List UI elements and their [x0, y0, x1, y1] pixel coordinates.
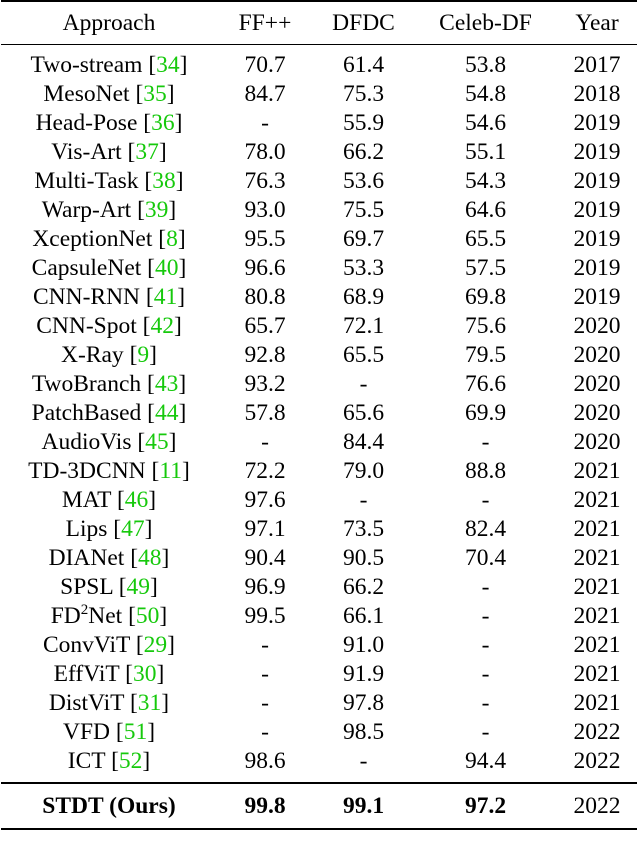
approach-name: X-Ray: [61, 342, 124, 368]
table-row: [1, 689, 637, 718]
approach-cell: Lips [47]: [65, 516, 153, 542]
celeb-df-cell: 94.4: [464, 748, 507, 774]
approach-name: ConvViT: [43, 632, 130, 658]
approach-name: CapsuleNet: [31, 255, 142, 281]
citation-link[interactable]: 45: [145, 429, 169, 455]
year-cell: 2021: [573, 574, 621, 600]
year-cell: 2020: [573, 313, 621, 339]
approach-name: MesoNet: [43, 81, 130, 107]
dfdc-cell: 97.8: [342, 690, 385, 716]
dfdc-cell: 72.1: [342, 313, 385, 339]
approach-name: EffViT: [53, 661, 120, 687]
approach-cell: PatchBased [44]: [31, 400, 187, 426]
header-dfdc: DFDC: [313, 1, 414, 45]
header-ffpp: FF++: [217, 1, 313, 45]
year-cell: 2019: [573, 284, 621, 310]
year-cell: 2019: [573, 226, 621, 252]
dfdc-cell: 79.0: [342, 458, 385, 484]
ffpp-cell: 72.2: [244, 458, 286, 484]
approach-cell: EffViT [30]: [53, 661, 165, 687]
approach-name: ICT: [67, 748, 106, 774]
celeb-df-cell: 54.6: [464, 110, 507, 136]
table-row: [1, 254, 637, 283]
ffpp-cell: 97.6: [244, 487, 286, 513]
table-row: [1, 45, 637, 81]
dfdc-cell: 66.2: [342, 139, 385, 165]
dfdc-cell: 91.9: [342, 661, 385, 687]
citation-link[interactable]: 39: [144, 197, 169, 223]
citation-link[interactable]: 52: [118, 748, 143, 774]
approach-name: TwoBranch: [31, 371, 142, 397]
year-cell: 2022: [573, 748, 621, 774]
ffpp-cell: 92.8: [244, 342, 286, 368]
approach-name: Head-Pose: [35, 110, 138, 136]
approach-name: Warp-Art: [41, 197, 132, 223]
table-row: [1, 573, 637, 602]
results-table: [1, 0, 637, 830]
approach-cell: VFD [51]: [62, 719, 156, 745]
year-cell: 2021: [573, 632, 621, 658]
year-cell: 2019: [573, 197, 621, 223]
citation-link[interactable]: 47: [121, 516, 145, 542]
ffpp-cell: 95.5: [244, 226, 286, 252]
table-row: [1, 718, 637, 747]
year-cell: 2021: [573, 603, 621, 629]
approach-cell: CapsuleNet [40]: [31, 255, 187, 281]
celeb-df-cell: 70.4: [464, 545, 507, 571]
ffpp-cell: 65.7: [244, 313, 286, 339]
ffpp-cell: 97.1: [244, 516, 286, 542]
citation-link[interactable]: 30: [132, 661, 157, 687]
approach-cell: XceptionNet [8]: [32, 226, 186, 252]
approach-name: Vis-Art: [51, 139, 122, 165]
approach-cell: DistViT [31]: [48, 690, 170, 716]
dfdc-cell: -: [359, 748, 368, 774]
approach-name-suffix: Net: [88, 603, 123, 629]
year-cell: 2021: [573, 545, 621, 571]
dfdc-cell: 55.9: [342, 110, 385, 136]
table-row: [1, 747, 637, 783]
celeb-df-cell: 69.9: [464, 400, 507, 426]
table-row: [1, 167, 637, 196]
year-cell: 2022: [573, 719, 621, 745]
celeb-df-cell: 76.6: [464, 371, 507, 397]
citation-link[interactable]: 37: [135, 139, 159, 165]
approach-cell: TwoBranch [43]: [31, 371, 187, 397]
ffpp-cell: 96.6: [244, 255, 286, 281]
table-row: [1, 428, 637, 457]
results-body: [1, 45, 637, 784]
citation-link[interactable]: 44: [155, 400, 179, 426]
approach-name: Two-stream: [30, 52, 143, 78]
approach-cell: X-Ray [9]: [61, 342, 157, 368]
celeb-df-cell: 88.8: [464, 458, 507, 484]
year-cell: 2019: [573, 139, 621, 165]
ffpp-cell: -: [261, 661, 269, 687]
approach-cell: SPSL [49]: [60, 574, 158, 600]
celeb-df-cell: -: [481, 603, 490, 629]
results-table-container: [1, 0, 637, 830]
table-row: [1, 225, 637, 254]
year-cell: 2019: [573, 168, 621, 194]
ffpp-cell: 96.9: [244, 574, 286, 600]
year-cell: 2021: [573, 690, 621, 716]
citation-link[interactable]: 29: [143, 632, 168, 658]
year-cell: 2018: [573, 81, 621, 107]
approach-name: Multi-Task: [34, 168, 139, 194]
ours-dfdc: 99.1: [313, 783, 414, 829]
ffpp-cell: 93.2: [244, 371, 286, 397]
table-row: [1, 602, 637, 631]
celeb-df-cell: 75.6: [464, 313, 507, 339]
dfdc-cell: 73.5: [342, 516, 385, 542]
ffpp-cell: 70.7: [244, 52, 286, 78]
table-row: [1, 544, 637, 573]
citation-link[interactable]: 34: [156, 52, 180, 78]
approach-cell: ICT [52]: [67, 748, 151, 774]
approach-cell: CNN-RNN [41]: [32, 284, 186, 310]
dfdc-cell: -: [359, 371, 368, 397]
citation-link[interactable]: 41: [153, 284, 178, 310]
citation-link[interactable]: 35: [143, 81, 167, 107]
citation-link[interactable]: 48: [138, 545, 162, 571]
approach-cell: Multi-Task [38]: [34, 168, 184, 194]
ffpp-cell: -: [261, 429, 269, 455]
approach-name: FD: [50, 603, 81, 629]
approach-cell: $FD^2Net$ [50]: [50, 602, 168, 629]
dfdc-cell: 90.5: [342, 545, 385, 571]
header-approach: Approach: [1, 1, 217, 45]
table-row: [1, 370, 637, 399]
ours-body: [1, 783, 637, 829]
approach-name: PatchBased: [31, 400, 142, 426]
citation-link[interactable]: 51: [123, 719, 148, 745]
approach-name: VFD: [62, 719, 110, 745]
ffpp-cell: 98.6: [244, 748, 286, 774]
ours-approach: STDT (Ours): [1, 783, 217, 829]
approach-cell: DIANet [48]: [48, 545, 170, 571]
celeb-df-cell: -: [481, 487, 490, 513]
approach-name: MAT: [61, 487, 112, 513]
approach-name: CNN-RNN: [32, 284, 141, 310]
celeb-df-cell: -: [481, 661, 490, 687]
ffpp-cell: 90.4: [244, 545, 286, 571]
dfdc-cell: 66.1: [342, 603, 385, 629]
approach-cell: MAT [46]: [61, 487, 157, 513]
approach-cell: TD-3DCNN [11]: [28, 458, 190, 484]
ours-ffpp: 99.8: [217, 783, 313, 829]
citation-link[interactable]: 50: [135, 603, 160, 629]
table-row: [1, 80, 637, 109]
ffpp-cell: 76.3: [244, 168, 286, 194]
celeb-df-cell: 65.5: [464, 226, 507, 252]
table-row: [1, 486, 637, 515]
approach-name: Lips: [65, 516, 108, 542]
approach-name: XceptionNet: [32, 226, 153, 252]
approach-cell: Vis-Art [37]: [51, 139, 167, 165]
header-celeb-df: Celeb-DF: [414, 1, 557, 45]
approach-cell: Head-Pose [36]: [35, 110, 183, 136]
year-cell: 2020: [573, 342, 621, 368]
dfdc-cell: 65.5: [342, 342, 385, 368]
approach-cell: ConvViT [29]: [43, 632, 175, 658]
citation-link[interactable]: 11: [159, 458, 182, 484]
citation-link[interactable]: 40: [155, 255, 179, 281]
celeb-df-cell: -: [481, 429, 490, 455]
dfdc-cell: 75.5: [342, 197, 385, 223]
table-row: [1, 283, 637, 312]
approach-cell: AudioVis [45]: [41, 429, 177, 455]
ours-year: 2022: [557, 783, 637, 829]
ffpp-cell: 99.5: [244, 603, 286, 629]
ffpp-cell: 84.7: [244, 81, 286, 107]
year-cell: 2020: [573, 429, 621, 455]
table-row: [1, 138, 637, 167]
header-row: [1, 1, 637, 45]
citation-link[interactable]: 9: [137, 342, 150, 368]
year-cell: 2021: [573, 458, 621, 484]
citation-link[interactable]: 42: [150, 313, 174, 339]
table-row: [1, 457, 637, 486]
ffpp-cell: -: [261, 110, 269, 136]
header-year: Year: [557, 1, 637, 45]
celeb-df-cell: 79.5: [464, 342, 507, 368]
ours-row: [1, 783, 637, 829]
citation-link[interactable]: 8: [166, 226, 178, 252]
table-row: [1, 660, 637, 689]
citation-link[interactable]: 43: [154, 371, 179, 397]
approach-name: TD-3DCNN: [28, 458, 146, 484]
approach-name: CNN-Spot: [36, 313, 137, 339]
year-cell: 2021: [573, 516, 621, 542]
ffpp-cell: 93.0: [244, 197, 286, 223]
celeb-df-cell: 69.8: [464, 284, 507, 310]
citation-link[interactable]: 36: [151, 110, 175, 136]
table-row: [1, 631, 637, 660]
approach-name: DistViT: [48, 690, 125, 716]
ffpp-cell: 80.8: [244, 284, 286, 310]
ffpp-cell: -: [261, 690, 269, 716]
table-row: [1, 399, 637, 428]
celeb-df-cell: 54.8: [464, 81, 507, 107]
table-row: [1, 515, 637, 544]
celeb-df-cell: -: [481, 690, 490, 716]
year-cell: 2017: [573, 52, 621, 78]
table-row: [1, 341, 637, 370]
approach-name: DIANet: [48, 545, 125, 571]
ffpp-cell: -: [261, 632, 269, 658]
celeb-df-cell: 53.8: [464, 52, 507, 78]
dfdc-cell: 65.6: [342, 400, 385, 426]
approach-cell: CNN-Spot [42]: [36, 313, 182, 339]
dfdc-cell: 68.9: [342, 284, 385, 310]
year-cell: 2019: [573, 255, 621, 281]
celeb-df-cell: -: [481, 719, 490, 745]
dfdc-cell: 91.0: [342, 632, 385, 658]
citation-link[interactable]: 31: [137, 690, 162, 716]
ffpp-cell: 78.0: [244, 139, 286, 165]
year-cell: 2019: [573, 110, 621, 136]
ours-celeb-df: 97.2: [414, 783, 557, 829]
citation-link[interactable]: 49: [126, 574, 151, 600]
table-row: [1, 109, 637, 138]
approach-cell: MesoNet [35]: [43, 81, 175, 107]
dfdc-cell: 69.7: [342, 226, 385, 252]
year-cell: 2021: [573, 487, 621, 513]
year-cell: 2021: [573, 661, 621, 687]
celeb-df-cell: -: [481, 574, 490, 600]
dfdc-cell: 75.3: [342, 81, 385, 107]
approach-name: SPSL: [60, 574, 113, 600]
celeb-df-cell: 57.5: [464, 255, 507, 281]
approach-cell: Warp-Art [39]: [41, 197, 177, 223]
year-cell: 2020: [573, 371, 621, 397]
dfdc-cell: 98.5: [342, 719, 385, 745]
celeb-df-cell: 54.3: [464, 168, 507, 194]
dfdc-cell: 61.4: [342, 52, 385, 78]
celeb-df-cell: 55.1: [464, 139, 507, 165]
celeb-df-cell: -: [481, 632, 490, 658]
approach-name: AudioVis: [41, 429, 132, 455]
year-cell: 2020: [573, 400, 621, 426]
dfdc-cell: -: [359, 487, 368, 513]
approach-cell: Two-stream [34]: [30, 52, 188, 78]
dfdc-cell: 84.4: [342, 429, 385, 455]
celeb-df-cell: 82.4: [464, 516, 507, 542]
dfdc-cell: 66.2: [342, 574, 385, 600]
dfdc-cell: 53.6: [342, 168, 385, 194]
table-row: [1, 312, 637, 341]
table-row: [1, 196, 637, 225]
celeb-df-cell: 64.6: [464, 197, 507, 223]
approach-superscript: 2: [80, 602, 89, 618]
ffpp-cell: -: [261, 719, 269, 745]
ffpp-cell: 57.8: [244, 400, 286, 426]
citation-link[interactable]: 46: [124, 487, 149, 513]
dfdc-cell: 53.3: [342, 255, 385, 281]
citation-link[interactable]: 38: [152, 168, 176, 194]
